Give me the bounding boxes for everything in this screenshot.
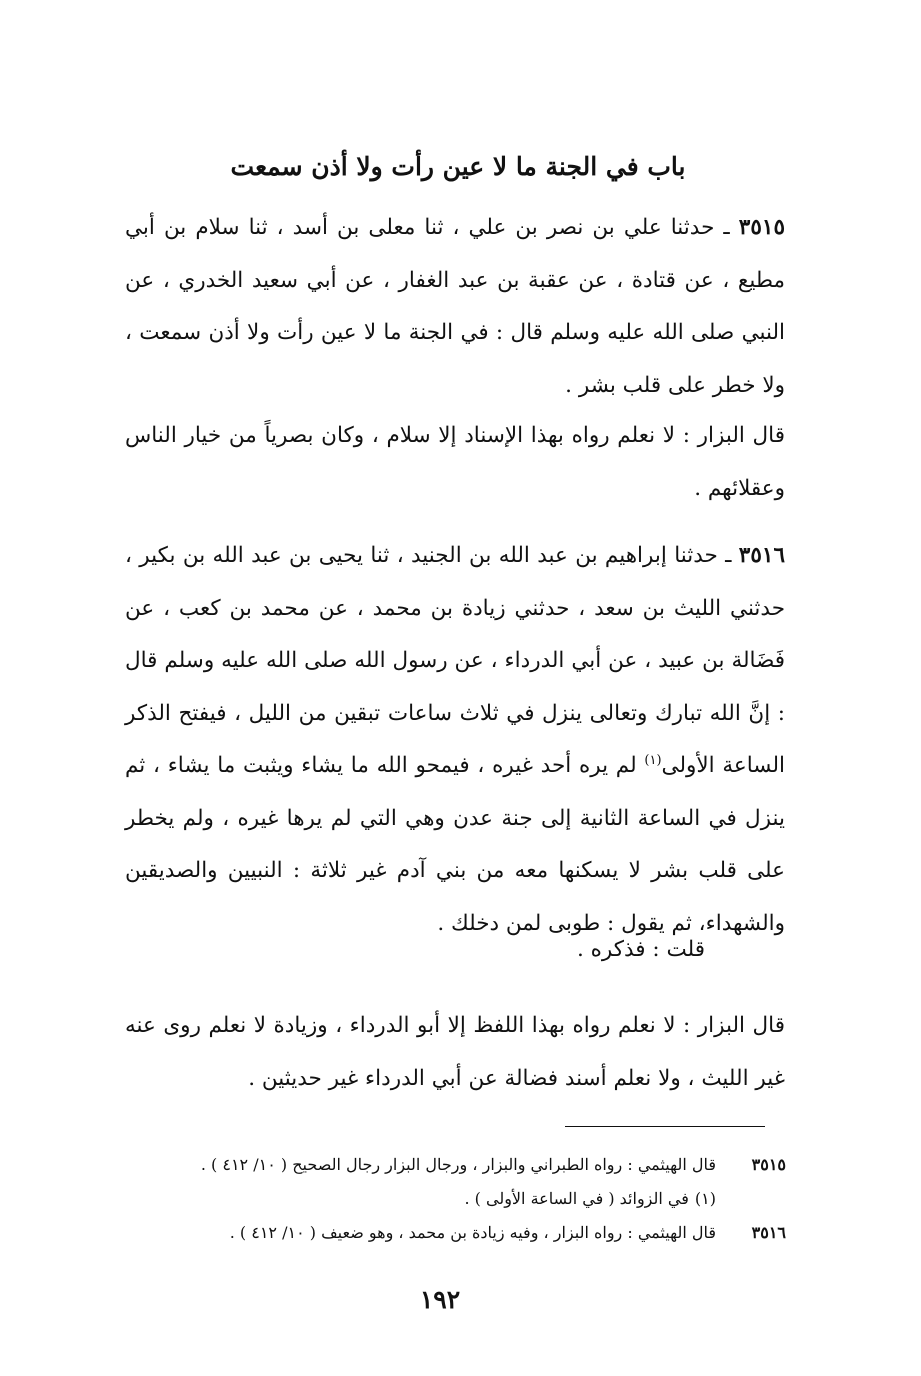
page-number: ١٩٢	[419, 1285, 461, 1314]
footnote-ref: ٣٥١٦	[751, 1223, 786, 1242]
footnote-marker: (١)	[644, 752, 662, 768]
footnote-1	[140, 1182, 786, 1216]
hadith-text-continued: لم يره أحد غيره ، فيمحو الله ما يشاء ويثبت ما يشاء ، ثم ينزل في الساعة الثانية إلى جنة عدن وهي التي لم يرها غيره ، ولم يخطر على قلب بشر لا يسكنها معه من بني آدم غير ثلاثة : النبيين والصديقين والشهداء، ثم يقول : طوبى لمن دخلك .	[125, 753, 785, 936]
hadith-number: ٣٥١٥	[738, 215, 785, 240]
footnote-divider	[565, 1126, 765, 1127]
footnote-text: في الزوائد ( في الساعة الأولى ) .	[464, 1189, 689, 1208]
qult-line: قلت : فذكره .	[576, 937, 705, 962]
bazzar-comment-2: قال البزار : لا نعلم رواه بهذا اللفظ إلا أبو الدرداء ، وزيادة لا نعلم روى عنه غير الليث ، ولا نعلم أسند فضالة عن أبي الدرداء غير حديثين .	[125, 1013, 785, 1091]
footnote-text: قال الهيثمي : رواه الطبراني والبزار ، ورجال البزار رجال الصحيح ( ١٠/ ٤١٢ ) .	[200, 1155, 716, 1174]
footnote-ref: ٣٥١٥	[751, 1155, 786, 1174]
footnote-3516	[140, 1216, 786, 1250]
hadith-text: ـ حدثنا إبراهيم بن عبد الله بن الجنيد ، ثنا يحيى بن عبد الله بن بكير ، حدثني الليث بن سعد ، حدثني زيادة بن محمد ، عن محمد بن كعب ، عن فَضَالة بن عبيد ، عن أبي الدرداء ، عن رسول الله صلى الله عليه وسلم قال : إنَّ الله تبارك وتعالى ينزل في ثلاث ساعات تبقين من الليل ، فيفتح الذكر الساعة الأولى	[125, 543, 785, 778]
bazzar-comment-1: قال البزار : لا نعلم رواه بهذا الإسناد إلا سلام ، وكان بصرياً من خيار الناس وعقلائهم .	[125, 423, 785, 501]
hadith-number: ٣٥١٦	[738, 543, 785, 568]
chapter-title: باب في الجنة ما لا عين رأت ولا أذن سمعت	[230, 152, 686, 181]
footnote-3515	[140, 1148, 786, 1182]
footnote-ref: (١)	[694, 1189, 716, 1208]
hadith-3516	[125, 530, 785, 950]
footnote-text: قال الهيثمي : رواه البزار ، وفيه زيادة بن محمد ، وهو ضعيف ( ١٠/ ٤١٢ ) .	[229, 1223, 716, 1242]
hadith-3515	[125, 202, 785, 412]
hadith-text: ـ حدثنا علي بن نصر بن علي ، ثنا معلى بن أسد ، ثنا سلام بن أبي مطيع ، عن قتادة ، عن عقبة بن عبد الغفار ، عن أبي سعيد الخدري ، عن النبي صلى الله عليه وسلم قال : في الجنة ما لا عين رأت ولا أذن سمعت ، ولا خطر على قلب بشر .	[125, 215, 785, 398]
